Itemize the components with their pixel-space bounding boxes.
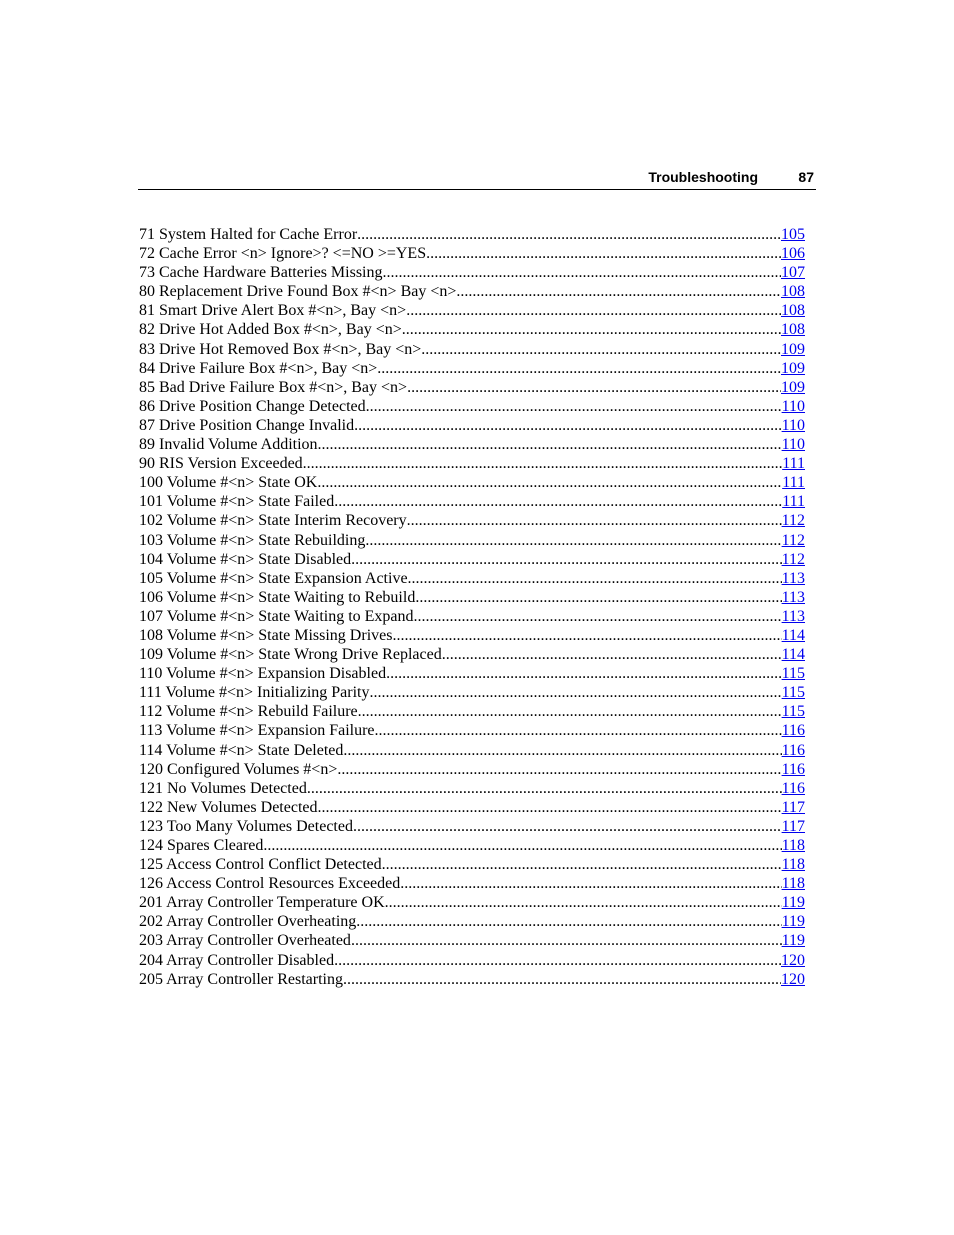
toc-page-link[interactable]: 108 (781, 283, 805, 301)
toc-entry-title: 122 New Volumes Detected (139, 798, 318, 816)
toc-page-link[interactable]: 112 (781, 512, 805, 530)
toc-entry-title: 100 Volume #<n> State OK (139, 474, 318, 492)
toc-entry (139, 320, 805, 339)
toc-entry (139, 760, 805, 779)
toc-dot-leader (402, 320, 781, 339)
toc-page-link[interactable]: 109 (781, 340, 805, 358)
toc-page-link[interactable]: 107 (781, 264, 805, 282)
toc-dot-leader (334, 492, 782, 511)
toc-dot-leader (407, 378, 781, 397)
toc-entry-title: 81 Smart Drive Alert Box #<n>, Bay <n> (139, 302, 407, 320)
toc-dot-leader (351, 550, 781, 569)
toc-entry-title: 110 Volume #<n> Expansion Disabled (139, 665, 387, 683)
toc-entry (139, 282, 805, 301)
toc-dot-leader (369, 683, 781, 702)
toc-entry (139, 779, 805, 798)
toc-dot-leader (366, 397, 782, 416)
toc-dot-leader (317, 798, 781, 817)
toc-entry-title: 204 Array Controller Disabled (139, 951, 335, 969)
toc-page-link[interactable]: 115 (781, 684, 805, 702)
toc-entry (139, 855, 805, 874)
toc-entry (139, 550, 805, 569)
toc-entry-title: 72 Cache Error <n> Ignore>? <=NO >=YES (139, 245, 427, 263)
toc-page-link[interactable]: 111 (782, 455, 805, 473)
toc-dot-leader (334, 951, 781, 970)
toc-entry (139, 301, 805, 320)
toc-dot-leader (357, 225, 781, 244)
toc-entry (139, 798, 805, 817)
toc-entry (139, 874, 805, 893)
toc-entry-title: 107 Volume #<n> State Waiting to Expand (139, 607, 414, 625)
toc-page-link[interactable]: 105 (781, 226, 805, 243)
toc-entry-title: 125 Access Control Conflict Detected (139, 856, 382, 874)
toc-entry-title: 113 Volume #<n> Expansion Failure (139, 722, 375, 740)
toc-entry (139, 340, 805, 359)
toc-entry-title: 105 Volume #<n> State Expansion Active (139, 569, 408, 587)
toc-entry-title: 87 Drive Position Change Invalid (139, 416, 355, 434)
toc-entry-title: 123 Too Many Volumes Detected (139, 817, 353, 835)
toc-entry (139, 569, 805, 588)
toc-page-link[interactable]: 115 (781, 665, 805, 683)
toc-page-link[interactable]: 119 (781, 913, 805, 931)
toc-dot-leader (400, 874, 781, 893)
toc-entry (139, 645, 805, 664)
toc-entry-title: 121 No Volumes Detected (139, 779, 307, 797)
toc-entry-title: 111 Volume #<n> Initializing Parity (139, 684, 370, 702)
toc-entry-title: 80 Replacement Drive Found Box #<n> Bay <n> (139, 283, 457, 301)
toc-entry (139, 931, 805, 950)
toc-entry (139, 607, 805, 626)
toc-page-link[interactable]: 118 (781, 837, 805, 854)
toc-page-link[interactable]: 110 (781, 436, 805, 454)
toc-entry (139, 454, 805, 473)
toc-dot-leader (392, 626, 781, 645)
toc-page-link[interactable]: 111 (782, 493, 805, 511)
toc-entry (139, 416, 805, 435)
toc-dot-leader (354, 416, 782, 435)
toc-page-link[interactable]: 120 (781, 951, 805, 969)
toc-entry-title: 109 Volume #<n> State Wrong Drive Replaced (139, 646, 442, 664)
toc-entry-title: 84 Drive Failure Box #<n>, Bay <n> (139, 359, 378, 377)
toc-entry (139, 912, 805, 931)
toc-entry-title: 104 Volume #<n> State Disabled (139, 550, 352, 568)
toc-dot-leader (386, 664, 782, 683)
toc-dot-leader (343, 741, 781, 760)
toc-dot-leader (343, 970, 781, 989)
toc-entry-title: 120 Configured Volumes #<n> (139, 760, 338, 778)
toc-dot-leader (406, 301, 781, 320)
toc-entry (139, 397, 805, 416)
toc-list (139, 225, 805, 989)
toc-entry (139, 702, 805, 721)
toc-dot-leader (442, 645, 782, 664)
toc-page-link[interactable]: 112 (781, 531, 805, 549)
toc-page-link[interactable]: 113 (781, 588, 805, 606)
toc-dot-leader (407, 511, 782, 530)
toc-entry (139, 721, 805, 740)
toc-page-link[interactable]: 115 (781, 703, 805, 721)
toc-page-link[interactable]: 119 (781, 932, 805, 950)
toc-dot-leader (385, 893, 782, 912)
toc-page-link[interactable]: 113 (781, 607, 805, 625)
toc-entry (139, 951, 805, 970)
toc-entry-title: 103 Volume #<n> State Rebuilding (139, 531, 366, 549)
toc-entry (139, 225, 805, 244)
toc-page-link[interactable]: 108 (781, 321, 805, 339)
toc-entry-title: 83 Drive Hot Removed Box #<n>, Bay <n> (139, 340, 422, 358)
toc-entry-title: 102 Volume #<n> State Interim Recovery (139, 512, 407, 530)
toc-dot-leader (353, 817, 782, 836)
toc-dot-leader (426, 244, 781, 263)
toc-entry-title: 201 Array Controller Temperature OK (139, 894, 385, 912)
toc-page-link[interactable]: 116 (781, 722, 805, 740)
toc-page-link[interactable]: 111 (782, 474, 805, 492)
toc-entry (139, 817, 805, 836)
running-header (138, 167, 816, 190)
toc-page-link[interactable]: 118 (781, 875, 805, 893)
toc-page-link[interactable]: 114 (781, 626, 805, 644)
toc-page-link[interactable]: 116 (781, 741, 805, 759)
toc-dot-leader (382, 855, 782, 874)
toc-entry-title: 205 Array Controller Restarting (139, 970, 343, 988)
toc-page-link[interactable]: 106 (781, 245, 805, 263)
toc-entry-title: 124 Spares Cleared (139, 837, 264, 854)
toc-entry (139, 473, 805, 492)
toc-entry-title: 85 Bad Drive Failure Box #<n>, Bay <n> (139, 378, 408, 396)
toc-entry-title: 112 Volume #<n> Rebuild Failure (139, 703, 358, 721)
toc-entry-title: 82 Drive Hot Added Box #<n>, Bay <n> (139, 321, 402, 339)
toc-entry (139, 664, 805, 683)
toc-entry-title: 202 Array Controller Overheating (139, 913, 357, 931)
toc-page-link[interactable]: 112 (781, 550, 805, 568)
toc-entry-title: 114 Volume #<n> State Deleted (139, 741, 344, 759)
toc-entry (139, 359, 805, 378)
toc-entry (139, 492, 805, 511)
toc-entry-title: 90 RIS Version Exceeded (139, 455, 303, 473)
toc-dot-leader (356, 912, 781, 931)
toc-entry-title: 101 Volume #<n> State Failed (139, 493, 335, 511)
toc-page-link[interactable]: 109 (781, 378, 805, 396)
toc-page-link[interactable]: 116 (781, 760, 805, 778)
toc-page-link[interactable]: 116 (781, 779, 805, 797)
toc-dot-leader (337, 760, 781, 779)
toc-dot-leader (351, 931, 782, 950)
toc-entry-title: 71 System Halted for Cache Error (139, 226, 358, 243)
toc-entry-title: 89 Invalid Volume Addition (139, 436, 318, 454)
toc-dot-leader (456, 282, 781, 301)
toc-dot-leader (317, 473, 782, 492)
toc-entry (139, 511, 805, 530)
toc-entry (139, 836, 805, 855)
toc-entry (139, 244, 805, 263)
toc-dot-leader (415, 588, 781, 607)
toc-dot-leader (375, 721, 782, 740)
toc-page-link[interactable]: 117 (781, 798, 805, 816)
toc-dot-leader (382, 263, 781, 282)
toc-entry-title: 108 Volume #<n> State Missing Drives (139, 626, 393, 644)
toc-page-link[interactable]: 108 (781, 302, 805, 320)
toc-page-link[interactable]: 117 (781, 817, 805, 835)
toc-dot-leader (318, 435, 782, 454)
toc-dot-leader (414, 607, 782, 626)
toc-entry (139, 741, 805, 760)
toc-page-link[interactable]: 110 (781, 397, 805, 415)
toc-page-link[interactable]: 118 (781, 856, 805, 874)
toc-dot-leader (307, 779, 782, 798)
toc-dot-leader (421, 340, 781, 359)
toc-entry-title: 73 Cache Hardware Batteries Missing (139, 264, 383, 282)
toc-page-link[interactable]: 113 (781, 569, 805, 587)
toc-entry (139, 588, 805, 607)
toc-entry (139, 683, 805, 702)
toc-entry (139, 970, 805, 989)
toc-entry-title: 86 Drive Position Change Detected (139, 397, 366, 415)
header-title: Troubleshooting (648, 169, 758, 185)
toc-dot-leader (408, 569, 782, 588)
toc-dot-leader (377, 359, 781, 378)
toc-entry (139, 378, 805, 397)
toc-entry (139, 893, 805, 912)
toc-dot-leader (263, 836, 781, 855)
header-page-number: 87 (798, 169, 814, 185)
toc-entry-title: 203 Array Controller Overheated (139, 932, 351, 950)
toc-entry-title: 126 Access Control Resources Exceeded (139, 875, 401, 893)
toc-page-link[interactable]: 119 (781, 894, 805, 912)
toc-dot-leader (365, 531, 781, 550)
toc-dot-leader (303, 454, 783, 473)
toc-entry-title: 106 Volume #<n> State Waiting to Rebuild (139, 588, 416, 606)
toc-entry (139, 435, 805, 454)
toc-page-link[interactable]: 114 (781, 646, 805, 664)
toc-page-link[interactable]: 110 (781, 416, 805, 434)
toc-page-link[interactable]: 109 (781, 359, 805, 377)
toc-entry (139, 263, 805, 282)
toc-entry (139, 626, 805, 645)
toc-page-link[interactable]: 120 (781, 970, 805, 988)
toc-entry (139, 531, 805, 550)
toc-dot-leader (358, 702, 782, 721)
